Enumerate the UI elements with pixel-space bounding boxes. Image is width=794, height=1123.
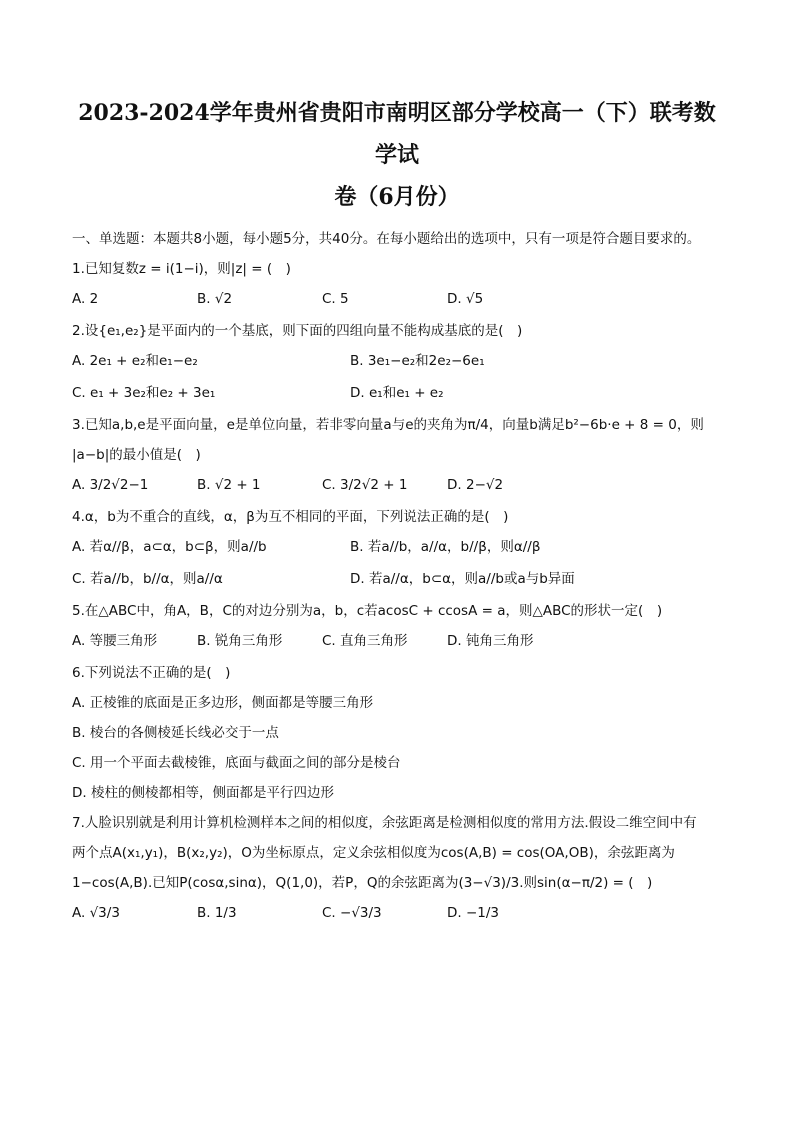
option-d: D. −1/3 (447, 905, 500, 921)
option-c: C. −√3/3 (322, 905, 382, 921)
option-b: B. 锐角三角形 (197, 633, 283, 649)
question-3-stem: 3.已知a,b,e是平面向量，e是单位向量，若非零向量a与e的夹角为π/4，向量b满足b²−6b·e + 8 = 0，则 (72, 417, 704, 433)
option-c: C. 若a//b，b//α，则a//α (72, 571, 223, 587)
option-d: D. e₁和e₁ + e₂ (350, 385, 444, 401)
option-b: B. 3e₁−e₂和2e₂−6e₁ (350, 353, 485, 369)
option-c: C. 直角三角形 (322, 633, 408, 649)
exam-title-line-1: 2023-2024学年贵州省贵阳市南明区部分学校高一（下）联考数学试 (78, 100, 716, 168)
question-1-options (72, 284, 722, 314)
question-5-stem: 5.在△ABC中，角A，B，C的对边分别为a，b，c若acosC + ccosA = a，则△ABC的形状一定( ) (72, 603, 663, 619)
question-4-options-row-2 (72, 564, 722, 594)
question-7-stem: 7.人脸识别就是利用计算机检测样本之间的相似度，余弦距离是检测相似度的常用方法.假设二维空间中有 (72, 815, 697, 831)
exam-title-line-2: 卷（6月份） (334, 184, 460, 210)
option-a: A. 等腰三角形 (72, 633, 158, 649)
question-7-options (72, 898, 722, 928)
option-b: B. 1/3 (197, 905, 237, 921)
question-6-stem: 6.下列说法不正确的是( ) (72, 665, 231, 681)
option-a: A. 2 (72, 291, 99, 307)
option-d: D. 棱柱的侧棱都相等，侧面都是平行四边形 (72, 785, 334, 801)
option-d: D. 若a//α，b⊂α，则a//b或a与b异面 (350, 571, 575, 587)
option-d: D. √5 (447, 291, 484, 307)
option-b: B. √2 + 1 (197, 477, 261, 493)
option-c: C. 用一个平面去截棱锥，底面与截面之间的部分是棱台 (72, 755, 401, 771)
question-4-stem: 4.α，b为不重合的直线，α，β为互不相同的平面，下列说法正确的是( ) (72, 509, 509, 525)
option-c: C. 5 (322, 291, 349, 307)
question-3-stem-cont: |a−b|的最小值是( ) (72, 447, 201, 463)
question-1-stem: 1.已知复数z = i(1−i)，则|z| = ( ) (72, 261, 291, 277)
option-a: A. 2e₁ + e₂和e₁−e₂ (72, 353, 198, 369)
option-b: B. 棱台的各侧棱延长线必交于一点 (72, 725, 279, 741)
question-7-stem-cont: 两个点A(x₁,y₁)，B(x₂,y₂)，O为坐标原点，定义余弦相似度为cos(A,B) = cos(OA,OB)，余弦距离为 (72, 845, 675, 861)
option-c: C. 3/2√2 + 1 (322, 477, 408, 493)
option-d: D. 钝角三角形 (447, 633, 534, 649)
question-3-options (72, 470, 722, 500)
option-c: C. e₁ + 3e₂和e₂ + 3e₁ (72, 385, 216, 401)
question-2-options-row-2 (72, 378, 722, 408)
question-2-options-row-1 (72, 346, 722, 376)
question-5-options (72, 626, 722, 656)
option-a: A. 正棱锥的底面是正多边形，侧面都是等腰三角形 (72, 695, 374, 711)
option-d: D. 2−√2 (447, 477, 504, 493)
option-a: A. 若α//β，a⊂α，b⊂β，则a//b (72, 539, 267, 555)
option-a: A. 3/2√2−1 (72, 477, 149, 493)
question-4-options-row-1 (72, 532, 722, 562)
option-a: A. √3/3 (72, 905, 120, 921)
question-7-stem-cont-2: 1−cos(A,B).已知P(cosα,sinα)，Q(1,0)，若P，Q的余弦距离为(3−√3)/3.则sin(α−π/2) = ( ) (72, 875, 653, 891)
option-b: B. √2 (197, 291, 233, 307)
question-2-stem: 2.设{e₁,e₂}是平面内的一个基底，则下面的四组向量不能构成基底的是( ) (72, 323, 523, 339)
option-b: B. 若a//b，a//α，b//β，则α//β (350, 539, 541, 555)
section-header: 一、单选题：本题共8小题，每小题5分，共40分。在每小题给出的选项中，只有一项是符合题目要求的。 (72, 231, 701, 247)
